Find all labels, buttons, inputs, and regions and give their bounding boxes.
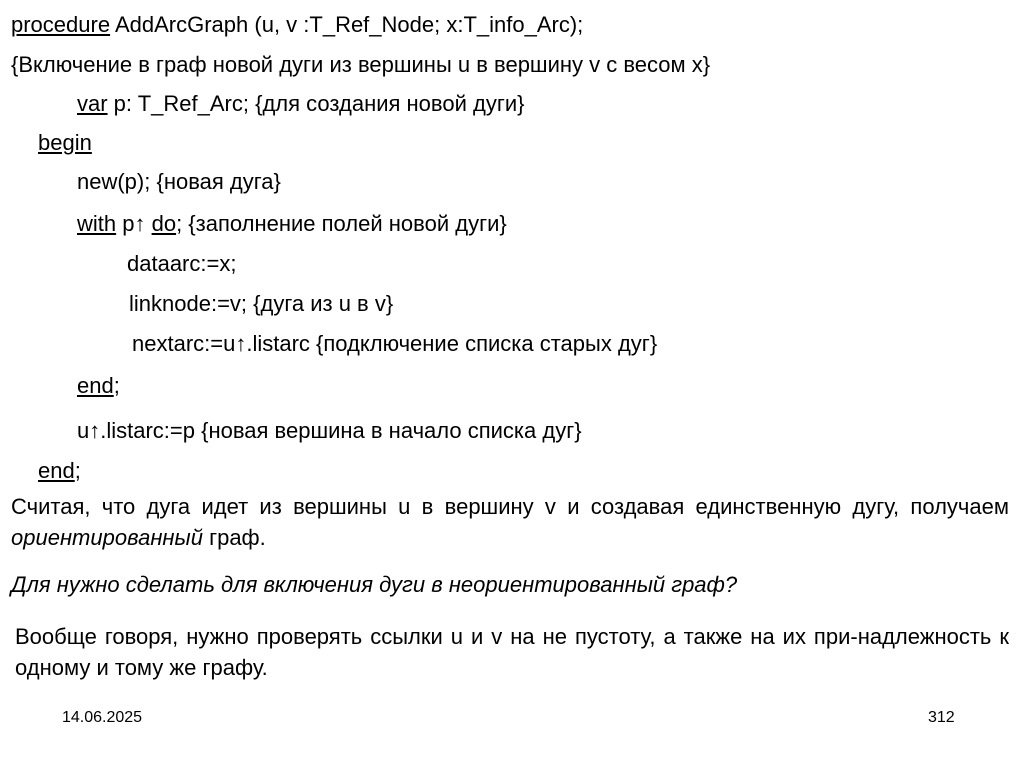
code-line-1 (11, 12, 583, 38)
keyword-end-outer: end (38, 458, 75, 483)
code-line-2 (11, 52, 710, 78)
procedure-signature: AddArcGraph (u, v :T_Ref_Node; x:T_info_Arc); (110, 12, 584, 37)
question-line (11, 572, 737, 598)
footer-date: 14.06.2025 (62, 709, 143, 726)
code-line-11 (77, 418, 582, 444)
code-line-6 (77, 211, 507, 237)
code-line-5 (77, 169, 281, 195)
footer-page-number: 312 (928, 709, 955, 726)
explanation-paragraph (11, 491, 1009, 553)
code-line-7 (127, 251, 236, 277)
answer-paragraph (15, 621, 1009, 683)
explanation-text: Считая, что дуга идет из вершины u в вершину v и создавая единственную дугу, получаем (11, 494, 1009, 519)
end-semicolon-inner: ; (113, 373, 120, 398)
with-target: p↑ (116, 211, 152, 236)
answer-text: Вообще говоря, нужно проверять ссылки u и v на не пустоту, а также на их при-надлежность к одному и тому же графу. (15, 624, 1009, 680)
code-line-12 (38, 458, 81, 484)
explanation-emphasis: ориентированный (11, 525, 203, 550)
code-line-9 (132, 331, 657, 357)
nextarc-assignment: nextarc:=u↑.listarc {подключение списка старых дуг} (132, 331, 658, 356)
code-line-10 (77, 373, 120, 399)
keyword-var: var (77, 91, 108, 116)
code-line-4 (38, 130, 92, 156)
listarc-assignment: u↑.listarc:=p {новая вершина в начало списка дуг} (77, 418, 582, 443)
code-line-8 (129, 291, 393, 317)
keyword-end-inner: end (77, 373, 114, 398)
keyword-with: with (77, 211, 117, 236)
end-semicolon-outer: ; (74, 458, 81, 483)
var-declaration: p: T_Ref_Arc; {для создания новой дуги} (107, 91, 525, 116)
procedure-comment: {Включение в граф новой дуги из вершины u в вершину v с весом x} (11, 52, 711, 77)
with-comment: ; {заполнение полей новой дуги} (176, 211, 507, 236)
keyword-begin: begin (38, 130, 92, 155)
question-text: Для нужно сделать для включения дуги в неориентированный граф? (11, 572, 738, 597)
new-statement: new(p); {новая дуга} (77, 169, 281, 194)
explanation-end: граф. (202, 525, 266, 550)
keyword-procedure: procedure (11, 12, 111, 37)
code-line-3 (77, 91, 525, 117)
linknode-assignment: linknode:=v; {дуга из u в v} (129, 291, 394, 316)
dataarc-assignment: dataarc:=x; (127, 251, 237, 276)
keyword-do: do (151, 211, 177, 236)
